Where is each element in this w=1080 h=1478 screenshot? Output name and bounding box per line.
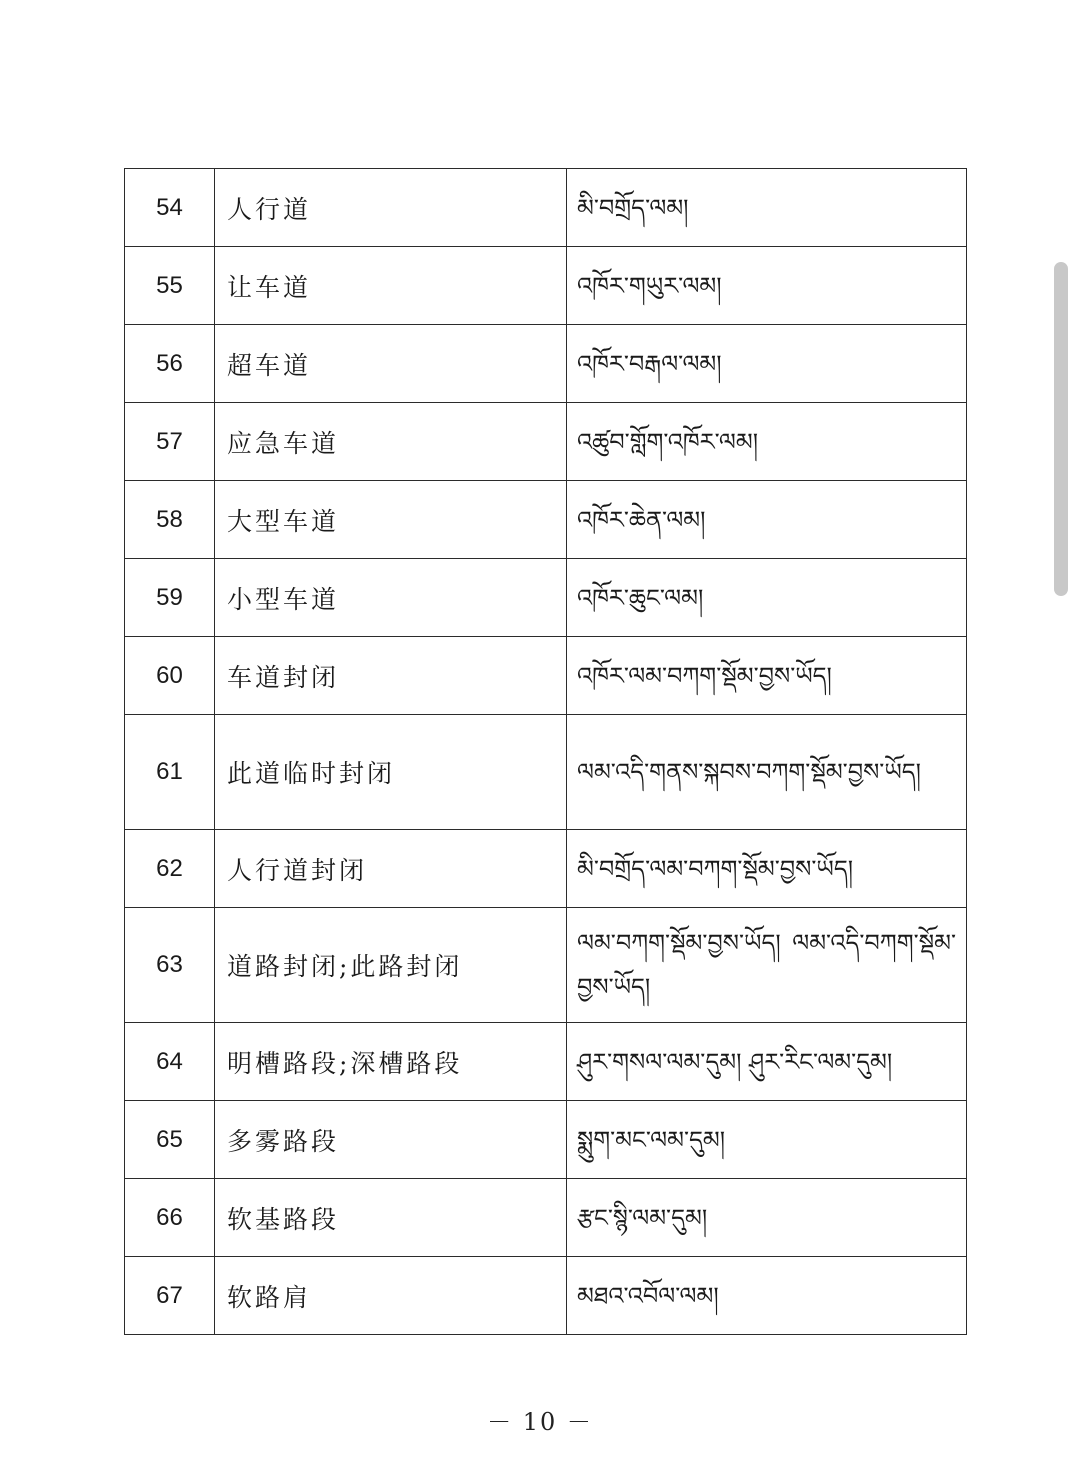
table-row xyxy=(125,559,967,637)
table-row xyxy=(125,1023,967,1101)
chinese-term: 人行道 xyxy=(215,169,567,247)
tibetan-term: ལམ་འདི་གནས་སྐབས་བཀག་སྡོམ་བྱས་ཡོད། xyxy=(567,715,967,830)
table-row xyxy=(125,715,967,830)
chinese-term: 软基路段 xyxy=(215,1179,567,1257)
table-row xyxy=(125,1101,967,1179)
row-number: 60 xyxy=(125,637,215,715)
row-number: 64 xyxy=(125,1023,215,1101)
tibetan-term: འཁོར་ཆུང་ལམ། xyxy=(567,559,967,637)
tibetan-term: མི་བགྲོད་ལམ་བཀག་སྡོམ་བྱས་ཡོད། xyxy=(567,830,967,908)
chinese-term: 应急车道 xyxy=(215,403,567,481)
tibetan-term: མཐའ་འབོལ་ལམ། xyxy=(567,1257,967,1335)
row-number: 61 xyxy=(125,715,215,830)
chinese-term: 道路封闭;此路封闭 xyxy=(215,908,567,1023)
tibetan-term: ལམ་བཀག་སྡོམ་བྱས་ཡོད། ལམ་འདི་བཀག་སྡོམ་བྱས་ཡོད། xyxy=(567,908,967,1023)
row-number: 58 xyxy=(125,481,215,559)
tibetan-term: འཚུབ་གློག་འཁོར་ལམ། xyxy=(567,403,967,481)
tibetan-term: འཁོར་ཆེན་ལམ། xyxy=(567,481,967,559)
table-row xyxy=(125,908,967,1023)
row-number: 65 xyxy=(125,1101,215,1179)
table-row xyxy=(125,325,967,403)
row-number: 59 xyxy=(125,559,215,637)
page-number: － 10 － xyxy=(487,1408,593,1436)
tibetan-term: ཤུར་གསལ་ལམ་དུམ། ཤུར་རིང་ལམ་དུམ། xyxy=(567,1023,967,1101)
tibetan-term: སྨུག་མང་ལམ་དུམ། xyxy=(567,1101,967,1179)
tibetan-term: མི་བགྲོད་ལམ། xyxy=(567,169,967,247)
chinese-term: 明槽路段;深槽路段 xyxy=(215,1023,567,1101)
row-number: 63 xyxy=(125,908,215,1023)
table-row xyxy=(125,247,967,325)
chinese-term: 此道临时封闭 xyxy=(215,715,567,830)
row-number: 54 xyxy=(125,169,215,247)
scrollbar-thumb[interactable] xyxy=(1054,262,1068,596)
table-row xyxy=(125,1179,967,1257)
tibetan-term: རྩང་སྙི་ལམ་དུམ། xyxy=(567,1179,967,1257)
row-number: 62 xyxy=(125,830,215,908)
row-number: 55 xyxy=(125,247,215,325)
chinese-term: 多雾路段 xyxy=(215,1101,567,1179)
chinese-term: 超车道 xyxy=(215,325,567,403)
row-number: 67 xyxy=(125,1257,215,1335)
table-row xyxy=(125,481,967,559)
table-row xyxy=(125,830,967,908)
chinese-term: 让车道 xyxy=(215,247,567,325)
glossary-table xyxy=(124,168,967,1335)
chinese-term: 人行道封闭 xyxy=(215,830,567,908)
tibetan-term: འཁོར་གཡུར་ལམ། xyxy=(567,247,967,325)
table-row xyxy=(125,1257,967,1335)
chinese-term: 大型车道 xyxy=(215,481,567,559)
row-number: 56 xyxy=(125,325,215,403)
tibetan-term: འཁོར་ལམ་བཀག་སྡོམ་བྱས་ཡོད། xyxy=(567,637,967,715)
row-number: 66 xyxy=(125,1179,215,1257)
row-number: 57 xyxy=(125,403,215,481)
table-row xyxy=(125,403,967,481)
chinese-term: 软路肩 xyxy=(215,1257,567,1335)
chinese-term: 车道封闭 xyxy=(215,637,567,715)
chinese-term: 小型车道 xyxy=(215,559,567,637)
tibetan-term: འཁོར་བརྒལ་ལམ། xyxy=(567,325,967,403)
table-row xyxy=(125,637,967,715)
table-row xyxy=(125,169,967,247)
